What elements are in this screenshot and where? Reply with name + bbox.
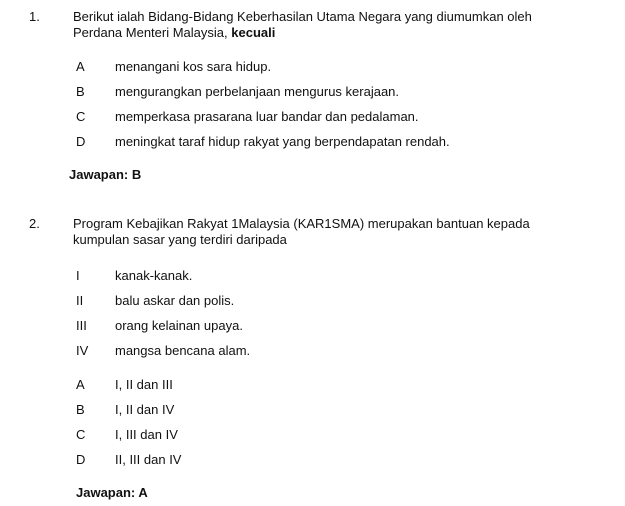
option-letter: D: [76, 134, 86, 149]
answer-label: Jawapan: A: [76, 485, 148, 500]
question-text-line1: Program Kebajikan Rakyat 1Malaysia (KAR1SMA) merupakan bantuan kepada: [73, 216, 530, 231]
option-text: II, III dan IV: [115, 452, 182, 467]
statement-numeral: I: [76, 268, 80, 283]
option-letter: B: [76, 402, 85, 417]
statement-i: [0, 268, 625, 286]
statement-text: kanak-kanak.: [115, 268, 193, 283]
option-d: [0, 134, 625, 152]
option-c: [0, 427, 625, 445]
option-text: menangani kos sara hidup.: [115, 59, 272, 74]
statement-numeral: III: [76, 318, 87, 333]
statement-iii: [0, 318, 625, 336]
option-b: [0, 402, 625, 420]
question-number: 2.: [29, 216, 40, 231]
statement-iv: [0, 343, 625, 361]
option-text: meningkat taraf hidup rakyat yang berpendapatan rendah.: [115, 134, 450, 149]
statement-text: mangsa bencana alam.: [115, 343, 251, 358]
option-text: I, II dan III: [115, 377, 173, 392]
question-text: [73, 9, 591, 41]
option-c: [0, 109, 625, 127]
statement-text: balu askar dan polis.: [115, 293, 235, 308]
option-letter: C: [76, 427, 86, 442]
option-text: I, II dan IV: [115, 402, 175, 417]
option-text: I, III dan IV: [115, 427, 178, 442]
question-emphasis: kecuali: [231, 25, 276, 40]
option-a: [0, 377, 625, 395]
statement-ii: [0, 293, 625, 311]
option-letter: A: [76, 377, 85, 392]
question-text-line1: Berikut ialah Bidang-Bidang Keberhasilan Utama Negara yang diumumkan oleh: [73, 9, 532, 24]
question-text-line2: kumpulan sasar yang terdiri daripada: [73, 232, 287, 247]
option-letter: D: [76, 452, 86, 467]
option-b: [0, 84, 625, 102]
option-letter: B: [76, 84, 85, 99]
option-letter: A: [76, 59, 85, 74]
question-text-line2: Perdana Menteri Malaysia,: [73, 25, 232, 40]
option-d: [0, 452, 625, 470]
question-text: [73, 216, 591, 248]
option-letter: C: [76, 109, 86, 124]
statement-numeral: IV: [76, 343, 89, 358]
statement-text: orang kelainan upaya.: [115, 318, 243, 333]
option-text: memperkasa prasarana luar bandar dan pedalaman.: [115, 109, 419, 124]
question-number: 1.: [29, 9, 40, 24]
statement-numeral: II: [76, 293, 84, 308]
option-a: [0, 59, 625, 77]
answer-label: Jawapan: B: [69, 167, 142, 182]
option-text: mengurangkan perbelanjaan mengurus kerajaan.: [115, 84, 400, 99]
